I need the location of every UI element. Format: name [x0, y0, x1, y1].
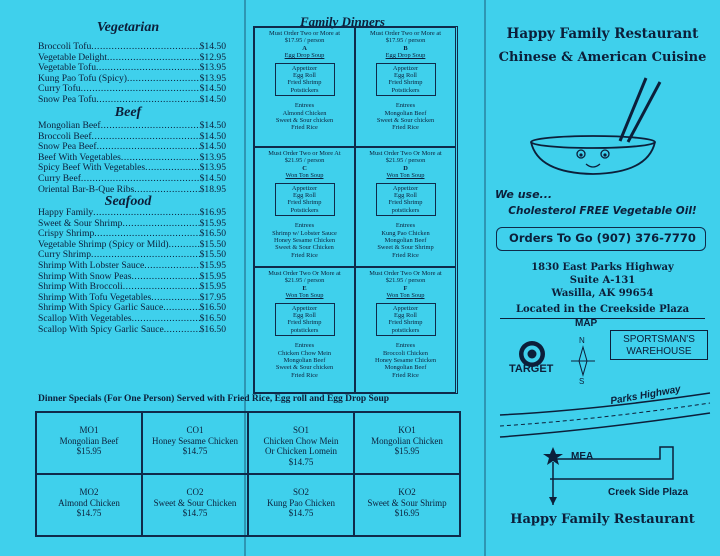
mea-label: MEA: [571, 451, 594, 462]
item-name: Curry Tofu: [38, 83, 81, 95]
vegetarian-menu-item: [38, 95, 226, 106]
dinner-letter: E: [302, 284, 307, 292]
entree-line: Entrees: [395, 342, 416, 350]
entree-line: Honey Sesame Chicken: [374, 357, 437, 365]
dinner-special-mo2: [36, 474, 142, 536]
item-name: Scallop With Vegetables: [38, 312, 132, 324]
vegetarian-heading: Vegetarian: [96, 20, 160, 35]
item-name: Happy Family: [38, 207, 94, 218]
we-use-text: We use...: [495, 188, 553, 201]
dinner-condition: Must Order Two or More at: [269, 30, 340, 37]
dinner-letter: D: [403, 164, 408, 172]
dinner-specials-title: Dinner Specials: [38, 394, 102, 404]
entree-line: Sweet & Sour chicken: [376, 117, 435, 125]
dinner-price: $17.95 / person: [284, 37, 325, 45]
creek-side-plaza-label: Creek Side Plaza: [608, 487, 689, 498]
entrees-block: [356, 222, 455, 259]
appetizer-line: Egg Roll: [394, 312, 417, 320]
entree-line: Entrees: [395, 102, 416, 110]
special-name: Sweet & Sour Chicken: [153, 497, 237, 508]
dinner-price: $21.95 / person: [284, 157, 325, 165]
item-name: Shrimp With Lobster Sauce: [38, 259, 145, 271]
footer-restaurant-name: Happy Family Restaurant: [510, 512, 695, 527]
item-name: Vegetable Tofu: [38, 62, 97, 74]
map-roads: [495, 385, 720, 520]
leader-dots: [164, 325, 200, 336]
dinner-condition: Must Order Two or More At: [268, 150, 341, 157]
special-price: $14.75: [182, 508, 208, 518]
entree-line: Fried Rice: [291, 251, 318, 259]
entree-line: Entrees: [395, 222, 416, 230]
location-note: Located in the Creekside Plaza: [515, 304, 690, 315]
appetizer-line: Appetizer: [392, 184, 419, 192]
dinner-condition: Must Order Two Or More at: [268, 270, 341, 277]
item-name: Shrimp With Broccoli: [38, 281, 123, 293]
beef-list: [38, 121, 226, 195]
item-price: $15.50: [199, 238, 226, 250]
appetizer-line: Potstickers: [391, 86, 420, 94]
seafood-menu-item: [38, 325, 226, 336]
dinner-condition: Must Order Two or More at: [370, 30, 441, 37]
leader-dots: [132, 272, 200, 283]
dinner-soup: Won Ton Soup: [285, 292, 324, 300]
leader-dots: [163, 303, 199, 314]
target-label: TARGET: [509, 363, 554, 375]
dinner-letter: F: [403, 284, 408, 292]
seafood-menu-item: [38, 314, 226, 325]
family-dinners-grid: [253, 26, 458, 394]
appetizer-line: Appetizer: [291, 304, 318, 312]
entree-line: Broccoli Chicken: [383, 349, 428, 357]
appetizer-line: Fried Shrimp: [388, 319, 423, 327]
item-name: Curry Shrimp: [38, 249, 92, 261]
appetizer-line: Fried Shrimp: [287, 199, 322, 207]
entree-line: Fried Rice: [291, 371, 318, 379]
item-price: $16.50: [199, 302, 226, 314]
special-name: Or Chicken Lomein: [265, 446, 337, 456]
cholesterol-free-note: Cholesterol FREE Vegetable Oil!: [508, 205, 697, 217]
item-price: $13.95: [199, 162, 226, 174]
seafood-menu-item: [38, 208, 226, 219]
dinner-specials-subtitle: (For One Person) Served with Fried Rice, Egg roll and Egg Drop Soup: [103, 394, 390, 404]
special-code: CO1: [186, 425, 204, 435]
item-name: Beef With Vegetables: [38, 151, 121, 163]
family-dinner-d: [355, 147, 456, 267]
appetizer-line: Egg Roll: [293, 72, 316, 80]
appetizer-line: Fried Shrimp: [287, 319, 322, 327]
special-price: $14.75: [76, 508, 102, 518]
item-price: $14.50: [199, 93, 226, 105]
entree-line: Mongolian Beef: [384, 237, 427, 245]
compass-n: N: [579, 336, 585, 345]
leader-dots: [101, 121, 200, 132]
special-price: $15.95: [394, 446, 420, 456]
family-dinner-a: [254, 27, 355, 147]
seafood-list: [38, 208, 226, 335]
special-code: KO1: [398, 425, 416, 435]
item-name: Scallop With Spicy Garlic Sauce: [38, 323, 164, 335]
item-price: $14.50: [199, 172, 226, 184]
entree-line: Kung Pao Chicken: [381, 229, 430, 237]
special-code: MO1: [79, 425, 99, 435]
item-price: $16.50: [199, 228, 226, 240]
restaurant-name: Happy Family Restaurant: [506, 26, 699, 42]
appetizer-line: potstickers: [391, 206, 420, 214]
family-dinner-b: [355, 27, 456, 147]
special-code: KO2: [398, 487, 416, 497]
family-dinner-e: [254, 267, 355, 393]
appetizer-line: Fried Shrimp: [287, 79, 322, 87]
bowl-illustration: [528, 76, 678, 176]
family-dinner-c: [254, 147, 355, 267]
orders-label: Orders To Go: [509, 231, 593, 245]
entree-line: Sweet & Sour Shrimp: [377, 244, 434, 252]
dinner-soup: Won Ton Soup: [386, 172, 425, 180]
item-price: $13.95: [199, 151, 226, 163]
item-price: $12.95: [199, 51, 226, 63]
dinner-special-ko1: [354, 412, 460, 474]
beef-menu-item: [38, 174, 226, 185]
entree-line: Sweet & Sour chicken: [275, 364, 334, 372]
item-price: $14.50: [199, 141, 226, 153]
item-price: $14.50: [199, 83, 226, 95]
appetizer-line: Fried Shrimp: [388, 199, 423, 207]
leader-dots: [127, 74, 200, 85]
entree-line: Almond Chicken: [282, 109, 327, 117]
dinner-specials-heading: [38, 394, 389, 404]
item-price: $16.95: [199, 207, 226, 218]
leader-dots: [107, 53, 200, 64]
item-name: Shrimp With Spicy Garlic Sauce: [38, 302, 164, 314]
entree-line: Entrees: [294, 342, 315, 350]
special-name: Honey Sesame Chicken: [152, 435, 238, 446]
item-name: Snow Pea Beef: [38, 141, 97, 153]
item-name: Vegetable Shrimp (Spicy or Mild): [38, 238, 169, 250]
seafood-menu-item: [38, 261, 226, 272]
item-price: $16.50: [199, 323, 226, 335]
family-dinners-title: Family Dinners: [300, 14, 385, 29]
item-price: $16.50: [199, 312, 226, 324]
item-price: $18.95: [199, 183, 226, 195]
dinner-condition: Must Order Two Or More at: [369, 150, 442, 157]
entree-line: Fried Rice: [392, 251, 419, 259]
appetizer-line: Egg Roll: [394, 192, 417, 200]
entree-line: Fried Rice: [291, 124, 318, 132]
dinner-price: $21.95 / person: [385, 277, 426, 285]
special-code: SO2: [292, 487, 309, 497]
item-name: Shrimp With Tofu Vegetables: [38, 291, 152, 303]
appetizer-line: Appetizer: [291, 184, 318, 192]
entree-line: Fried Rice: [392, 371, 419, 379]
entrees-block: [255, 342, 354, 379]
beef-menu-item: [38, 121, 226, 132]
family-dinner-f: [355, 267, 456, 393]
store-line-2: WAREHOUSE: [626, 346, 692, 357]
sportsmans-warehouse-box: [610, 330, 708, 360]
dinner-letter: C: [302, 164, 307, 172]
vegetarian-menu-item: [38, 42, 226, 53]
seafood-heading: Seafood: [104, 194, 152, 209]
item-price: $17.95: [199, 291, 226, 303]
dinner-special-so2: [248, 474, 354, 536]
dinner-specials-table: [35, 411, 461, 537]
entree-line: Fried Rice: [392, 124, 419, 132]
dinner-price: $17.95 / person: [385, 37, 426, 45]
store-line-1: SPORTSMAN'S: [623, 334, 695, 345]
appetizer-box: [275, 183, 335, 217]
appetizer-box: [376, 303, 436, 337]
appetizer-line: Appetizer: [291, 64, 318, 72]
dinner-soup: Won Ton Soup: [285, 172, 324, 180]
appetizer-line: Fried Shrimp: [388, 79, 423, 87]
dinner-special-co2: [142, 474, 248, 536]
leader-dots: [91, 42, 199, 53]
dinner-letter: A: [302, 44, 307, 52]
leader-dots: [122, 219, 199, 230]
item-name: Kung Pao Tofu (Spicy): [38, 72, 127, 84]
item-price: $13.95: [199, 72, 226, 84]
dinner-special-ko2: [354, 474, 460, 536]
item-name: Broccoli Beef: [38, 130, 92, 142]
entree-line: Mongolian Beef: [384, 364, 427, 372]
special-price: $15.95: [76, 446, 102, 456]
vegetarian-list: [38, 42, 226, 106]
special-price: $14.75: [288, 456, 314, 467]
leader-dots: [132, 314, 200, 325]
beef-heading: Beef: [114, 105, 142, 120]
location-underline: [500, 318, 705, 319]
item-name: Mongolian Beef: [38, 120, 101, 131]
item-price: $15.95: [199, 217, 226, 229]
special-name: Mongolian Beef: [59, 435, 119, 446]
parks-highway-label: Parks Highway: [609, 383, 682, 408]
entree-line: Chicken Chow Mein: [277, 349, 332, 357]
dinner-condition: Must Order Two Or More at: [369, 270, 442, 277]
item-name: Broccoli Tofu: [38, 41, 92, 52]
compass-s: S: [579, 377, 585, 385]
leader-dots: [81, 174, 200, 185]
special-name: Kung Pao Chicken: [267, 497, 335, 508]
item-price: $15.95: [199, 281, 226, 293]
dinner-price: $21.95 / person: [284, 277, 325, 285]
appetizer-line: Appetizer: [392, 64, 419, 72]
dinner-price: $21.95 / person: [385, 157, 426, 165]
leader-dots: [169, 240, 200, 251]
entree-line: Mongolian Beef: [283, 357, 326, 365]
appetizer-line: Potstickers: [290, 86, 319, 94]
item-name: Spicy Beef With Vegetables: [38, 162, 146, 174]
leader-dots: [93, 208, 199, 219]
item-name: Oriental Bar-B-Que Ribs: [38, 183, 135, 195]
appetizer-box: [376, 63, 436, 97]
address-line-2: Suite A-131: [569, 275, 636, 286]
item-name: Sweet & Sour Shrimp: [38, 217, 123, 229]
appetizer-line: Egg Roll: [394, 72, 417, 80]
item-price: $15.95: [199, 259, 226, 271]
item-price: $15.95: [199, 270, 226, 282]
leader-dots: [145, 163, 199, 174]
entrees-block: [255, 102, 354, 132]
map-title: MAP: [575, 318, 598, 329]
item-name: Curry Beef: [38, 172, 81, 184]
entree-line: Honey Sesame Chicken: [273, 237, 336, 245]
address-line-1: 1830 East Parks Highway: [531, 262, 674, 273]
item-price: $13.95: [199, 62, 226, 74]
address-line-3: Wasilla, AK 99654: [551, 288, 654, 299]
entree-line: Entrees: [294, 102, 315, 110]
special-name: Chicken Chow Mein: [263, 435, 339, 446]
entree-line: Sweet & Sour chicken: [275, 117, 334, 125]
dinner-soup: Won Ton Soup: [386, 292, 425, 300]
item-name: Crispy Shrimp: [38, 228, 95, 240]
appetizer-box: [275, 303, 335, 337]
entrees-block: [255, 222, 354, 259]
special-price: $16.95: [394, 508, 420, 518]
appetizer-line: Appetizer: [392, 304, 419, 312]
special-name: Sweet & Sour Shrimp: [367, 497, 447, 508]
dinner-letter: B: [403, 44, 408, 52]
entree-line: Shrimp w/ Lobster Sauce: [272, 229, 337, 237]
entrees-block: [356, 342, 455, 379]
restaurant-cuisine: Chinese & American Cuisine: [498, 50, 707, 65]
item-name: Snow Pea Tofu: [38, 93, 97, 105]
leader-dots: [144, 261, 199, 272]
dinner-special-so1: [248, 412, 354, 474]
leader-dots: [92, 132, 200, 143]
item-name: Shrimp With Snow Peas: [38, 270, 132, 282]
appetizer-box: [275, 63, 335, 97]
appetizer-line: Potstickers: [290, 206, 319, 214]
leader-dots: [96, 95, 199, 106]
item-name: Vegetable Delight: [38, 51, 107, 63]
dinner-soup: Egg Drop Soup: [284, 52, 325, 60]
dinner-special-mo1: [36, 412, 142, 474]
special-price: $14.75: [182, 446, 208, 456]
appetizer-line: Egg Roll: [293, 192, 316, 200]
dinner-soup: Egg Drop Soup: [385, 52, 426, 60]
appetizer-line: potstickers: [290, 326, 319, 334]
special-name: Almond Chicken: [58, 497, 120, 508]
phone-number[interactable]: (907) 376-7770: [596, 231, 696, 245]
entree-line: Sweet & Sour Chicken: [275, 244, 334, 252]
entree-line: Entrees: [294, 222, 315, 230]
dinner-special-co1: [142, 412, 248, 474]
entrees-block: [356, 102, 455, 132]
special-code: MO2: [79, 487, 99, 497]
item-price: $14.50: [199, 41, 226, 52]
item-price: $14.50: [199, 130, 226, 142]
appetizer-line: potstickers: [391, 326, 420, 334]
special-name: Mongolian Chicken: [371, 435, 443, 446]
orders-to-go-line: [485, 231, 720, 245]
special-code: SO1: [292, 425, 309, 435]
appetizer-box: [376, 183, 436, 217]
entree-line: Mongolian Beef: [384, 109, 427, 117]
special-code: CO2: [186, 487, 204, 497]
compass-icon: [568, 333, 598, 385]
special-price: $14.75: [288, 508, 314, 518]
appetizer-line: Egg Roll: [293, 312, 316, 320]
leader-dots: [81, 84, 200, 95]
item-price: $14.50: [199, 120, 226, 131]
item-price: $15.50: [199, 249, 226, 261]
